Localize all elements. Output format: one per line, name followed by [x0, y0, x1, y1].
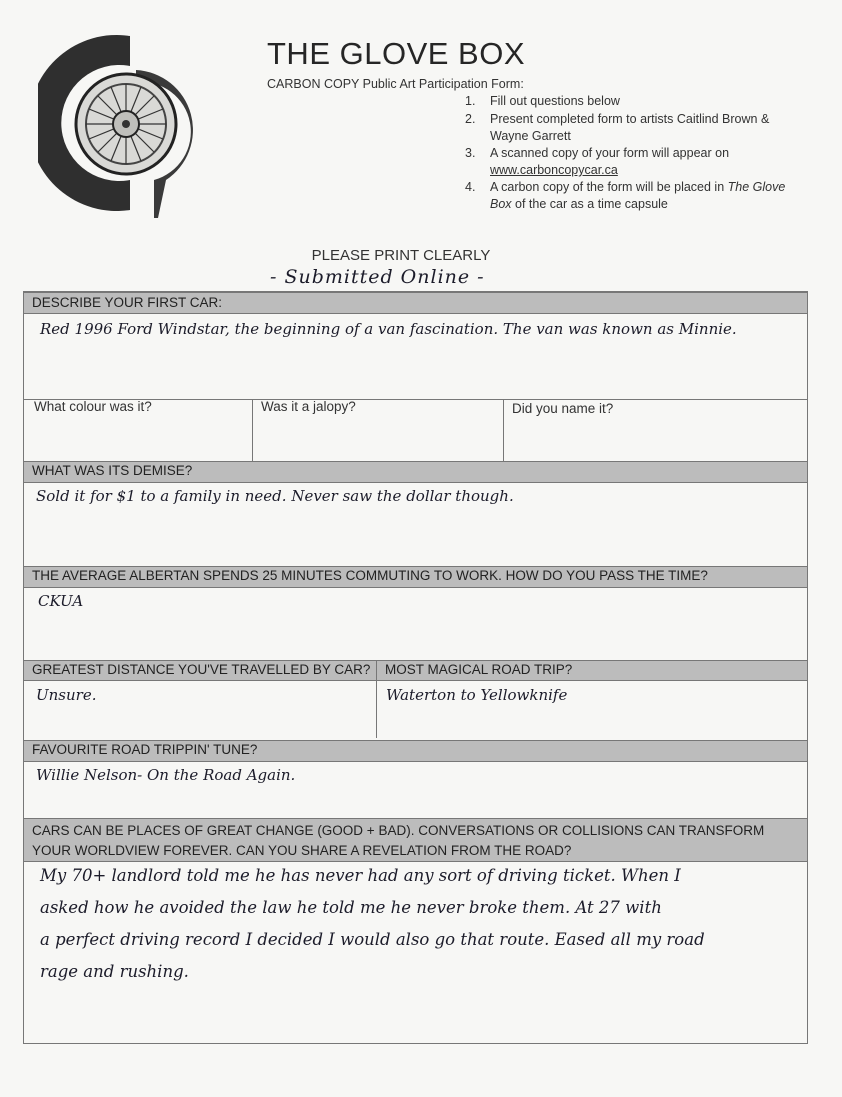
- name-label: Did you name it?: [512, 401, 614, 416]
- magical-trip-answer[interactable]: Waterton to Yellowknife: [386, 686, 568, 704]
- form-subtitle: CARBON COPY Public Art Participation Form:: [267, 77, 524, 91]
- commute-header: THE AVERAGE ALBERTAN SPENDS 25 MINUTES COMMUTING TO WORK. HOW DO YOU PASS THE TIME?: [24, 566, 807, 588]
- revelation-answer-line-2[interactable]: asked how he avoided the law he told me he never broke them. At 27 with: [40, 898, 662, 917]
- distance-header: GREATEST DISTANCE YOU'VE TRAVELLED BY CAR?: [24, 660, 807, 681]
- tune-header: FAVOURITE ROAD TRIPPIN' TUNE?: [24, 740, 807, 762]
- demise-header: WHAT WAS ITS DEMISE?: [24, 461, 807, 483]
- revelation-answer-line-4[interactable]: rage and rushing.: [40, 962, 189, 981]
- first-car-answer[interactable]: Red 1996 Ford Windstar, the beginning of a van fascination. The van was known as Minnie.: [40, 320, 737, 338]
- revelation-header: CARS CAN BE PLACES OF GREAT CHANGE (GOOD + BAD). CONVERSATIONS OR COLLISIONS CAN TRANSFORM YOUR WORLDVIEW FOREVER. CAN YOU SHARE A REVELATION FROM THE ROAD?: [24, 818, 807, 862]
- revelation-answer-line-1[interactable]: My 70+ landlord told me he has never had any sort of driving ticket. When I: [40, 866, 681, 885]
- demise-answer[interactable]: Sold it for $1 to a family in need. Never saw the dollar though.: [36, 487, 514, 505]
- first-car-header: DESCRIBE YOUR FIRST CAR:: [24, 292, 807, 314]
- print-clearly-note: PLEASE PRINT CLEARLY: [311, 247, 491, 264]
- tune-answer[interactable]: Willie Nelson- On the Road Again.: [36, 766, 296, 784]
- wheel-logo-icon: [38, 30, 198, 222]
- form-title: THE GLOVE BOX: [267, 36, 526, 71]
- commute-answer[interactable]: CKUA: [38, 592, 84, 610]
- jalopy-label: Was it a jalopy?: [261, 399, 356, 414]
- carboncopycar-link[interactable]: www.carboncopycar.ca: [490, 163, 618, 177]
- questionnaire-form: [23, 291, 808, 1044]
- distance-answer[interactable]: Unsure.: [36, 686, 97, 704]
- colour-label: What colour was it?: [34, 399, 152, 414]
- submitted-online-note: - Submitted Online -: [270, 266, 485, 288]
- magical-trip-header: MOST MAGICAL ROAD TRIP?: [385, 662, 573, 677]
- revelation-answer-line-3[interactable]: a perfect driving record I decided I would also go that route. Eased all my road: [40, 930, 705, 949]
